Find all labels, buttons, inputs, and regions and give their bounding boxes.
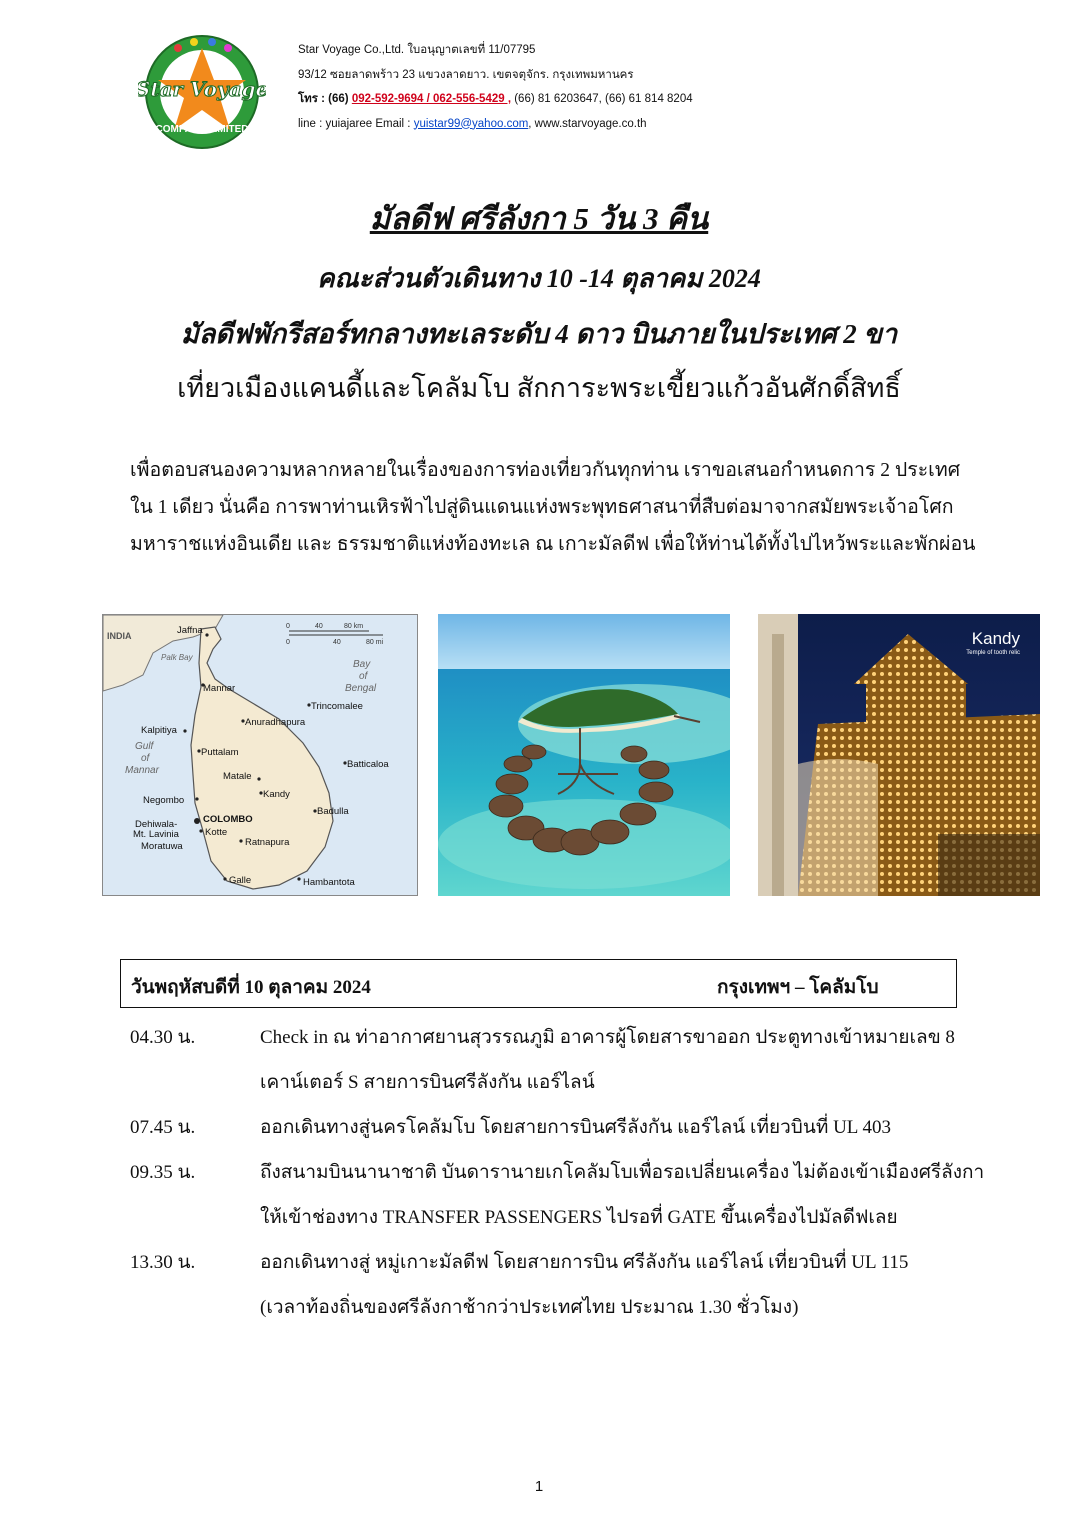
schedule-line: Check in ณ ท่าอากาศยานสุวรรณภูมิ อาคารผู้โดยสารขาออก ประตูทางเข้าหมายเลข 8 <box>260 1027 955 1048</box>
svg-text:Anuradhapura: Anuradhapura <box>245 717 306 728</box>
schedule-line: ให้เข้าช่องทาง TRANSFER PASSENGERS ไปรอที่ GATE ขึ้นเครื่องไปมัลดีฟเลย <box>260 1207 898 1228</box>
svg-text:Negombo: Negombo <box>143 795 185 806</box>
schedule-line: (เวลาท้องถิ่นของศรีลังกาช้ากว่าประเทศไทย ประมาณ 1.30 ชั่วโมง) <box>260 1297 799 1318</box>
company-address: 93/12 ซอยลาดพร้าว 23 แขวงลาดยาว. เขตจตุจักร. กรุงเทพมหานคร <box>298 68 634 81</box>
schedule-time: 09.35 น. <box>130 1162 196 1183</box>
svg-text:Bay: Bay <box>353 659 371 670</box>
schedule-time: 07.45 น. <box>130 1117 196 1138</box>
email-link[interactable]: yuistar99@yahoo.com <box>413 117 529 130</box>
company-contact: line : yuiajaree Email : yuistar99@yahoo.com, www.starvoyage.co.th <box>298 117 647 130</box>
svg-text:40: 40 <box>315 623 323 630</box>
svg-text:Ratnapura: Ratnapura <box>245 837 290 848</box>
day-header <box>120 959 957 1008</box>
day-route: กรุงเทพฯ – โคลัมโบ <box>717 977 879 998</box>
main-title: มัลดีฟ ศรีลังกา 5 วัน 3 คืน <box>369 201 709 236</box>
day-date: วันพฤหัสบดีที่ 10 ตุลาคม 2024 <box>131 977 371 998</box>
svg-text:COLOMBO: COLOMBO <box>203 814 253 825</box>
svg-text:Trincomalee: Trincomalee <box>311 701 363 712</box>
svg-text:Puttalam: Puttalam <box>201 747 239 758</box>
svg-text:Kalpitiya: Kalpitiya <box>141 725 177 736</box>
svg-text:0: 0 <box>286 639 290 646</box>
schedule-line: ถึงสนามบินนานาชาติ บันดารานายเกโคลัมโบเพื่อรอเปลี่ยนเครื่อง ไม่ต้องเข้าเมืองศรีลังกา <box>260 1162 985 1183</box>
svg-text:80 mi: 80 mi <box>366 639 384 646</box>
schedule-line: ออกเดินทางสู่ หมู่เกาะมัลดีฟ โดยสายการบิน ศรีลังกัน แอร์ไลน์ เที่ยวบินที่ UL 115 <box>260 1252 909 1273</box>
schedule-row <box>130 1015 970 1105</box>
svg-text:Hambantota: Hambantota <box>303 877 355 888</box>
svg-text:of: of <box>359 671 368 682</box>
tagline: เที่ยวเมืองแคนดี้และโคลัมโบ สักการะพระเขี้ยวแก้วอันศักดิ์สิทธิ์ <box>177 373 901 403</box>
kandy-temple-photo <box>758 614 1040 896</box>
svg-text:Mannar: Mannar <box>203 683 236 694</box>
svg-text:Kandy: Kandy <box>971 629 1020 648</box>
schedule-time: 13.30 น. <box>130 1252 196 1273</box>
subtitle: มัลดีฟพักรีสอร์ทกลางทะเลระดับ 4 ดาว บินภายในประเทศ 2 ขา <box>180 319 898 349</box>
svg-text:Moratuwa: Moratuwa <box>141 841 183 852</box>
svg-text:Dehiwala-: Dehiwala- <box>135 819 178 830</box>
intro-line: ใน 1 เดียว นั่นคือ การพาท่านเหิรฟ้าไปสู่ดินแดนแห่งพระพุทธศาสนาที่สืบต่อมาจากสมัยพระเจ้าอโศก <box>130 497 954 518</box>
svg-text:80 km: 80 km <box>344 623 364 630</box>
schedule-time: 04.30 น. <box>130 1027 196 1048</box>
svg-text:COMPANY LIMITED: COMPANY LIMITED <box>155 124 249 135</box>
itinerary-schedule <box>130 1015 985 1330</box>
phone-link[interactable]: 092-592-9694 / 062-556-5429 , <box>351 93 512 105</box>
company-logo <box>138 34 266 150</box>
schedule-row <box>130 1240 970 1330</box>
schedule-desc <box>260 1015 970 1105</box>
svg-text:Matale: Matale <box>223 771 252 782</box>
schedule-desc <box>260 1150 984 1240</box>
svg-text:Kotte: Kotte <box>205 827 228 838</box>
intro-line: เพื่อตอบสนองความหลากหลายในเรื่องของการท่องเที่ยวกันทุกท่าน เราขอเสนอกำหนดการ 2 ประเทศ <box>130 460 961 481</box>
schedule-desc <box>260 1105 970 1150</box>
schedule-line: ออกเดินทางสู่นครโคลัมโบ โดยสายการบินศรีลังกัน แอร์ไลน์ เที่ยวบินที่ UL 403 <box>260 1117 891 1138</box>
svg-text:Gulf: Gulf <box>135 741 154 752</box>
schedule-row <box>130 1150 985 1240</box>
svg-text:Mannar: Mannar <box>125 765 159 776</box>
intro-line: มหาราชแห่งอินเดีย และ ธรรมชาติแห่งท้องทะเล ณ เกาะมัลดีฟ เพื่อให้ท่านได้ทั้งไปไหว้พระและพักผ่อน <box>130 534 976 555</box>
page-number: 1 <box>534 1478 544 1495</box>
schedule-row <box>130 1105 970 1150</box>
svg-text:of: of <box>141 753 150 764</box>
svg-text:40: 40 <box>333 639 341 646</box>
travel-dates: คณะส่วนตัวเดินทาง 10 -14 ตุลาคม 2024 <box>317 264 761 293</box>
maldives-resort-photo <box>438 614 730 896</box>
svg-text:Mt. Lavinia: Mt. Lavinia <box>133 829 179 840</box>
svg-text:Temple of tooth relic: Temple of tooth relic <box>966 650 1020 656</box>
svg-text:Batticaloa: Batticaloa <box>347 759 389 770</box>
company-info <box>298 38 693 136</box>
company-phone: โทร : (66) 092-592-9694 / 062-556-5429 , (66) 81 6203647, (66) 61 814 8204 <box>298 93 693 105</box>
svg-text:Jaffna: Jaffna <box>177 625 203 636</box>
intro-paragraph <box>130 452 976 563</box>
company-license: Star Voyage Co.,Ltd. ใบอนุญาตเลขที่ 11/07795 <box>298 44 536 56</box>
schedule-line: เคาน์เตอร์ S สายการบินศรีลังกัน แอร์ไลน์ <box>260 1072 595 1093</box>
schedule-desc <box>260 1240 970 1330</box>
svg-text:Palk Bay: Palk Bay <box>161 653 193 662</box>
svg-text:Star Voyage: Star Voyage <box>138 77 266 101</box>
svg-text:0: 0 <box>286 623 290 630</box>
svg-text:Galle: Galle <box>229 875 252 886</box>
svg-text:Bengal: Bengal <box>345 683 377 694</box>
sri-lanka-map <box>102 614 418 896</box>
svg-text:Badulla: Badulla <box>317 806 349 817</box>
svg-text:INDIA: INDIA <box>107 631 132 641</box>
svg-text:Kandy: Kandy <box>263 789 290 800</box>
